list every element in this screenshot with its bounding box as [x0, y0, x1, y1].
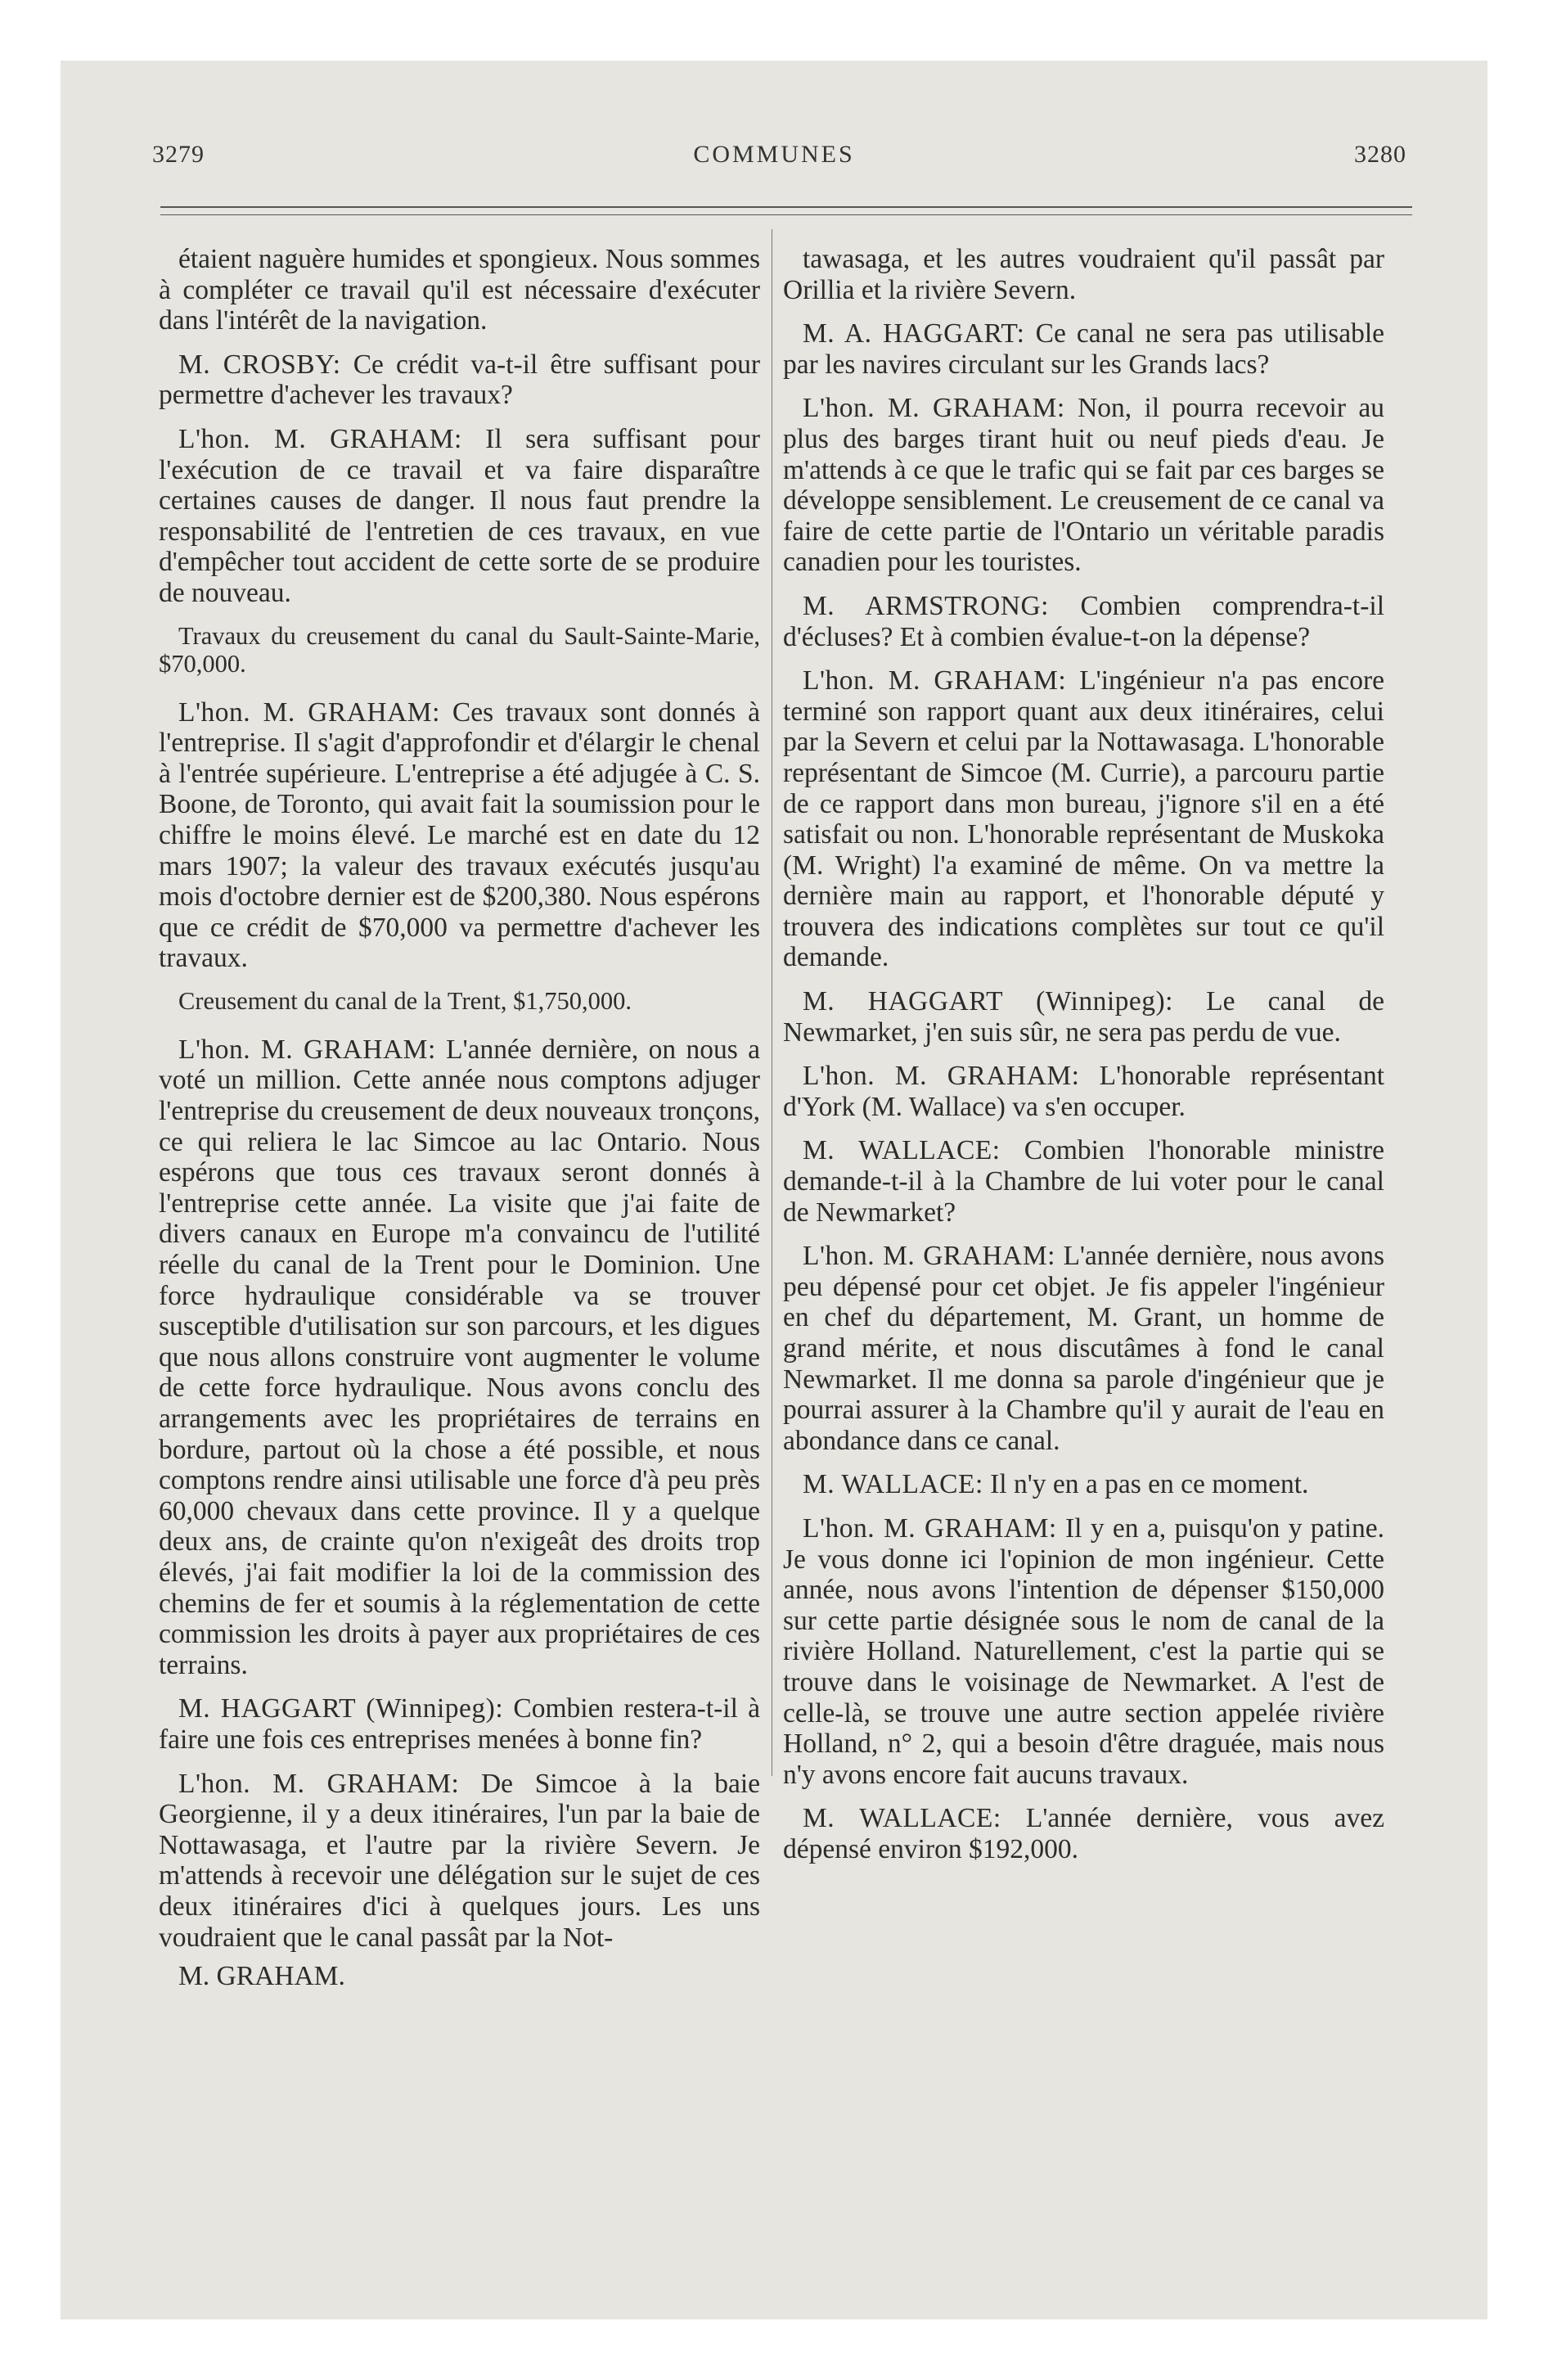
paragraph-text: Non, il pourra recevoir au plus des barges tirant huit ou neuf pieds d'eau. Je m'attends à ce que le trafic qui se fait par ces barges se développe sensiblement. Le creusement de ce canal va faire de cette partie de l'Ontario un véritable paradis canadien pour les touristes.	[783, 393, 1384, 578]
header-rule	[160, 206, 1412, 208]
paragraph-text: Combien l'honorable ministre demande-t-il à la Chambre de lui voter pour le canal de Newmarket?	[783, 1135, 1384, 1228]
speaker-name: M. CROSBY:	[178, 349, 341, 380]
paragraph-text: L'ingénieur n'a pas encore terminé son rapport quant aux deux itinéraires, celui par la Severn et celui par la Nottawasaga. L'honorable représentant de Simcoe (M. Currie), a parcouru partie de ce rapport dans mon bureau, j'ignore s'il en a été satisfait ou non. L'honorable représentant de Muskoka (M. Wright) l'a examiné de même. On va mettre la dernière main au rapport, et l'honorable député y trouvera des indications complètes sur tout ce qu'il demande.	[783, 665, 1385, 973]
paragraph-text: Le canal de Newmarket, j'en suis sûr, ne sera pas perdu de vue.	[783, 986, 1384, 1048]
speaker-name: L'hon. M. GRAHAM:	[803, 1241, 1055, 1272]
speaker-name: L'hon. M. GRAHAM:	[803, 1512, 1057, 1544]
paragraph-text: L'honorable représentant d'York (M. Wallace) va s'en occuper.	[783, 1061, 1385, 1122]
paragraph-text: étaient naguère humides et spongieux. Nous sommes à compléter ce travail qu'il est nécessaire d'exécuter dans l'intérêt de la navigation.	[159, 244, 760, 336]
paragraph-text: Ces travaux sont donnés à l'entreprise. Il s'agit d'approfondir et d'élargir le chenal à l'entrée supérieure. L'entreprise a été adjugée à C. S. Boone, de Toronto, qui avait fait la soumission pour le chiffre le moins élevé. Le marché est en date du 12 mars 1907; la valeur des travaux exécutés jusqu'au mois d'octobre dernier est de $200,380. Nous espérons que ce crédit de $70,000 va permettre d'achever les travaux.	[159, 696, 760, 974]
paragraph-text: L'année dernière, vous avez dépensé environ $192,000.	[783, 1803, 1384, 1864]
paragraph-text: Ce canal ne sera pas utilisable par les navires circulant sur les Grands lacs?	[783, 318, 1384, 380]
footer-signature: M. GRAHAM.	[178, 1961, 345, 1992]
paragraph	[783, 1513, 1384, 1790]
paragraph-text: Ce crédit va-t-il être suffisant pour permettre d'achever les travaux?	[159, 349, 761, 411]
paragraph-text: Combien comprendra-t-il d'écluses? Et à combien évalue-t-on la dépense?	[783, 590, 1385, 652]
page-number-left: 3279	[152, 141, 205, 168]
paragraph	[783, 1135, 1384, 1228]
speaker-name: M. HAGGART (Winnipeg):	[803, 986, 1173, 1017]
paragraph	[783, 1061, 1384, 1122]
paragraph	[159, 1034, 760, 1680]
paragraph-text: Combien restera-t-il à faire une fois ces entreprises menées à bonne fin?	[159, 1693, 760, 1755]
estimate-item	[159, 622, 760, 678]
speaker-name: M. ARMSTRONG:	[803, 590, 1049, 621]
speaker-name: L'hon. M. GRAHAM:	[178, 696, 440, 728]
paragraph	[159, 424, 760, 609]
speaker-name: M. WALLACE:	[803, 1469, 983, 1500]
paragraph	[783, 318, 1384, 380]
page-title: COMMUNES	[693, 141, 855, 168]
speaker-name: L'hon. M. GRAHAM:	[803, 1061, 1080, 1092]
left-column	[159, 244, 760, 2005]
paragraph-text: L'année dernière, nous avons peu dépensé pour cet objet. Je fis appeler l'ingénieur en chef du département, M. Grant, un homme de grand mérite, et nous discutâmes à fond le canal Newmarket. Il me donna sa parole d'ingénieur que je pourrai assurer à la Chambre qu'il y aurait de l'eau en abondance dans ce canal.	[783, 1241, 1385, 1456]
speaker-name: M. WALLACE:	[803, 1803, 1001, 1834]
paragraph-text: De Simcoe à la baie Georgienne, il y a deux itinéraires, l'un par la baie de Nottawasaga, et l'autre par la rivière Severn. Je m'attends à recevoir une délégation sur le sujet de ces deux itinéraires d'ici à quelques jours. Les uns voudraient que le canal passât par la Not-	[159, 1768, 761, 1953]
paragraph	[159, 1693, 760, 1755]
paragraph-text: tawasaga, et les autres voudraient qu'il passât par Orillia et la rivière Severn.	[783, 244, 1384, 305]
speaker-name: L'hon. M. GRAHAM:	[178, 1034, 436, 1065]
right-column	[783, 244, 1384, 1878]
speaker-name: M. WALLACE:	[803, 1135, 1001, 1166]
paragraph	[783, 986, 1384, 1048]
paragraph	[783, 1803, 1384, 1864]
paragraph-text: Travaux du creusement du canal du Sault-Sainte-Marie, $70,000.	[159, 621, 760, 678]
paragraph-text: L'année dernière, on nous a voté un million. Cette année nous comptons adjuger l'entreprise du creusement de deux nouveaux tronçons, ce qui reliera le lac Simcoe au lac Ontario. Nous espérons que tous ces travaux seront donnés à l'entreprise cette année. La visite que j'ai faite de divers canaux en Europe m'a convaincu de l'utilité réelle du canal de la Trent pour le Dominion. Une force hydraulique considérable va se trouver susceptible d'utilisation sur son parcours, et les digues que nous allons construire vont augmenter le volume de cette force hydraulique. Nous avons conclu des arrangements avec les propriétaires de terrains en bordure, partout où la chose a été possible, et nous comptons rendre ainsi utilisable une force d'à peu près 60,000 chevaux dans cette province. Il y a quelque deux ans, de crainte qu'on n'exigeât des droits trop élevés, j'ai fait modifier la loi de la commission des chemins de fer et soumis à la réglementation de cette commission les droits à payer aux propriétaires de ces terrains.	[159, 1034, 760, 1680]
estimate-item	[159, 987, 760, 1015]
speaker-name: L'hon. M. GRAHAM:	[178, 423, 462, 454]
header-rule-thin	[160, 214, 1412, 215]
paragraph-text: Il sera suffisant pour l'exécution de ce travail et va faire disparaître certaines causes de danger. Il nous faut prendre la responsabilité de l'entretien de ces travaux, en vue d'empêcher tout accident de cette sorte de se produire de nouveau.	[159, 423, 760, 608]
paragraph	[783, 1241, 1384, 1456]
paragraph-text: Il n'y en a pas en ce moment.	[990, 1469, 1309, 1500]
paragraph	[159, 244, 760, 336]
page-number-right: 3280	[1354, 141, 1406, 168]
speaker-name: L'hon. M. GRAHAM:	[178, 1768, 460, 1799]
speaker-name: M. A. HAGGART:	[803, 318, 1025, 349]
paragraph	[783, 244, 1384, 305]
paragraph-text: Creusement du canal de la Trent, $1,750,000.	[178, 986, 632, 1015]
paragraph	[783, 665, 1384, 973]
speaker-name: M. HAGGART (Winnipeg):	[178, 1693, 504, 1724]
speaker-name: L'hon. M. GRAHAM:	[803, 665, 1067, 696]
paragraph	[159, 697, 760, 974]
paragraph	[783, 591, 1384, 652]
paragraph	[159, 1769, 760, 1954]
paragraph	[159, 349, 760, 411]
paragraph	[783, 393, 1384, 578]
speaker-name: L'hon. M. GRAHAM:	[803, 393, 1065, 424]
paragraph-text: Il y en a, puisqu'on y patine. Je vous donne ici l'opinion de mon ingénieur. Cette année, nous avons l'intention de dépenser $150,000 sur cette partie désignée sous le nom de canal de la rivière Holland. Naturellement, c'est la partie qui se trouve dans le voisinage de Newmarket. A l'est de celle-là, se trouve une autre section appelée rivière Holland, n° 2, qui a besoin d'être draguée, mais nous n'y avons encore fait aucuns travaux.	[783, 1512, 1385, 1790]
paragraph	[783, 1469, 1384, 1500]
